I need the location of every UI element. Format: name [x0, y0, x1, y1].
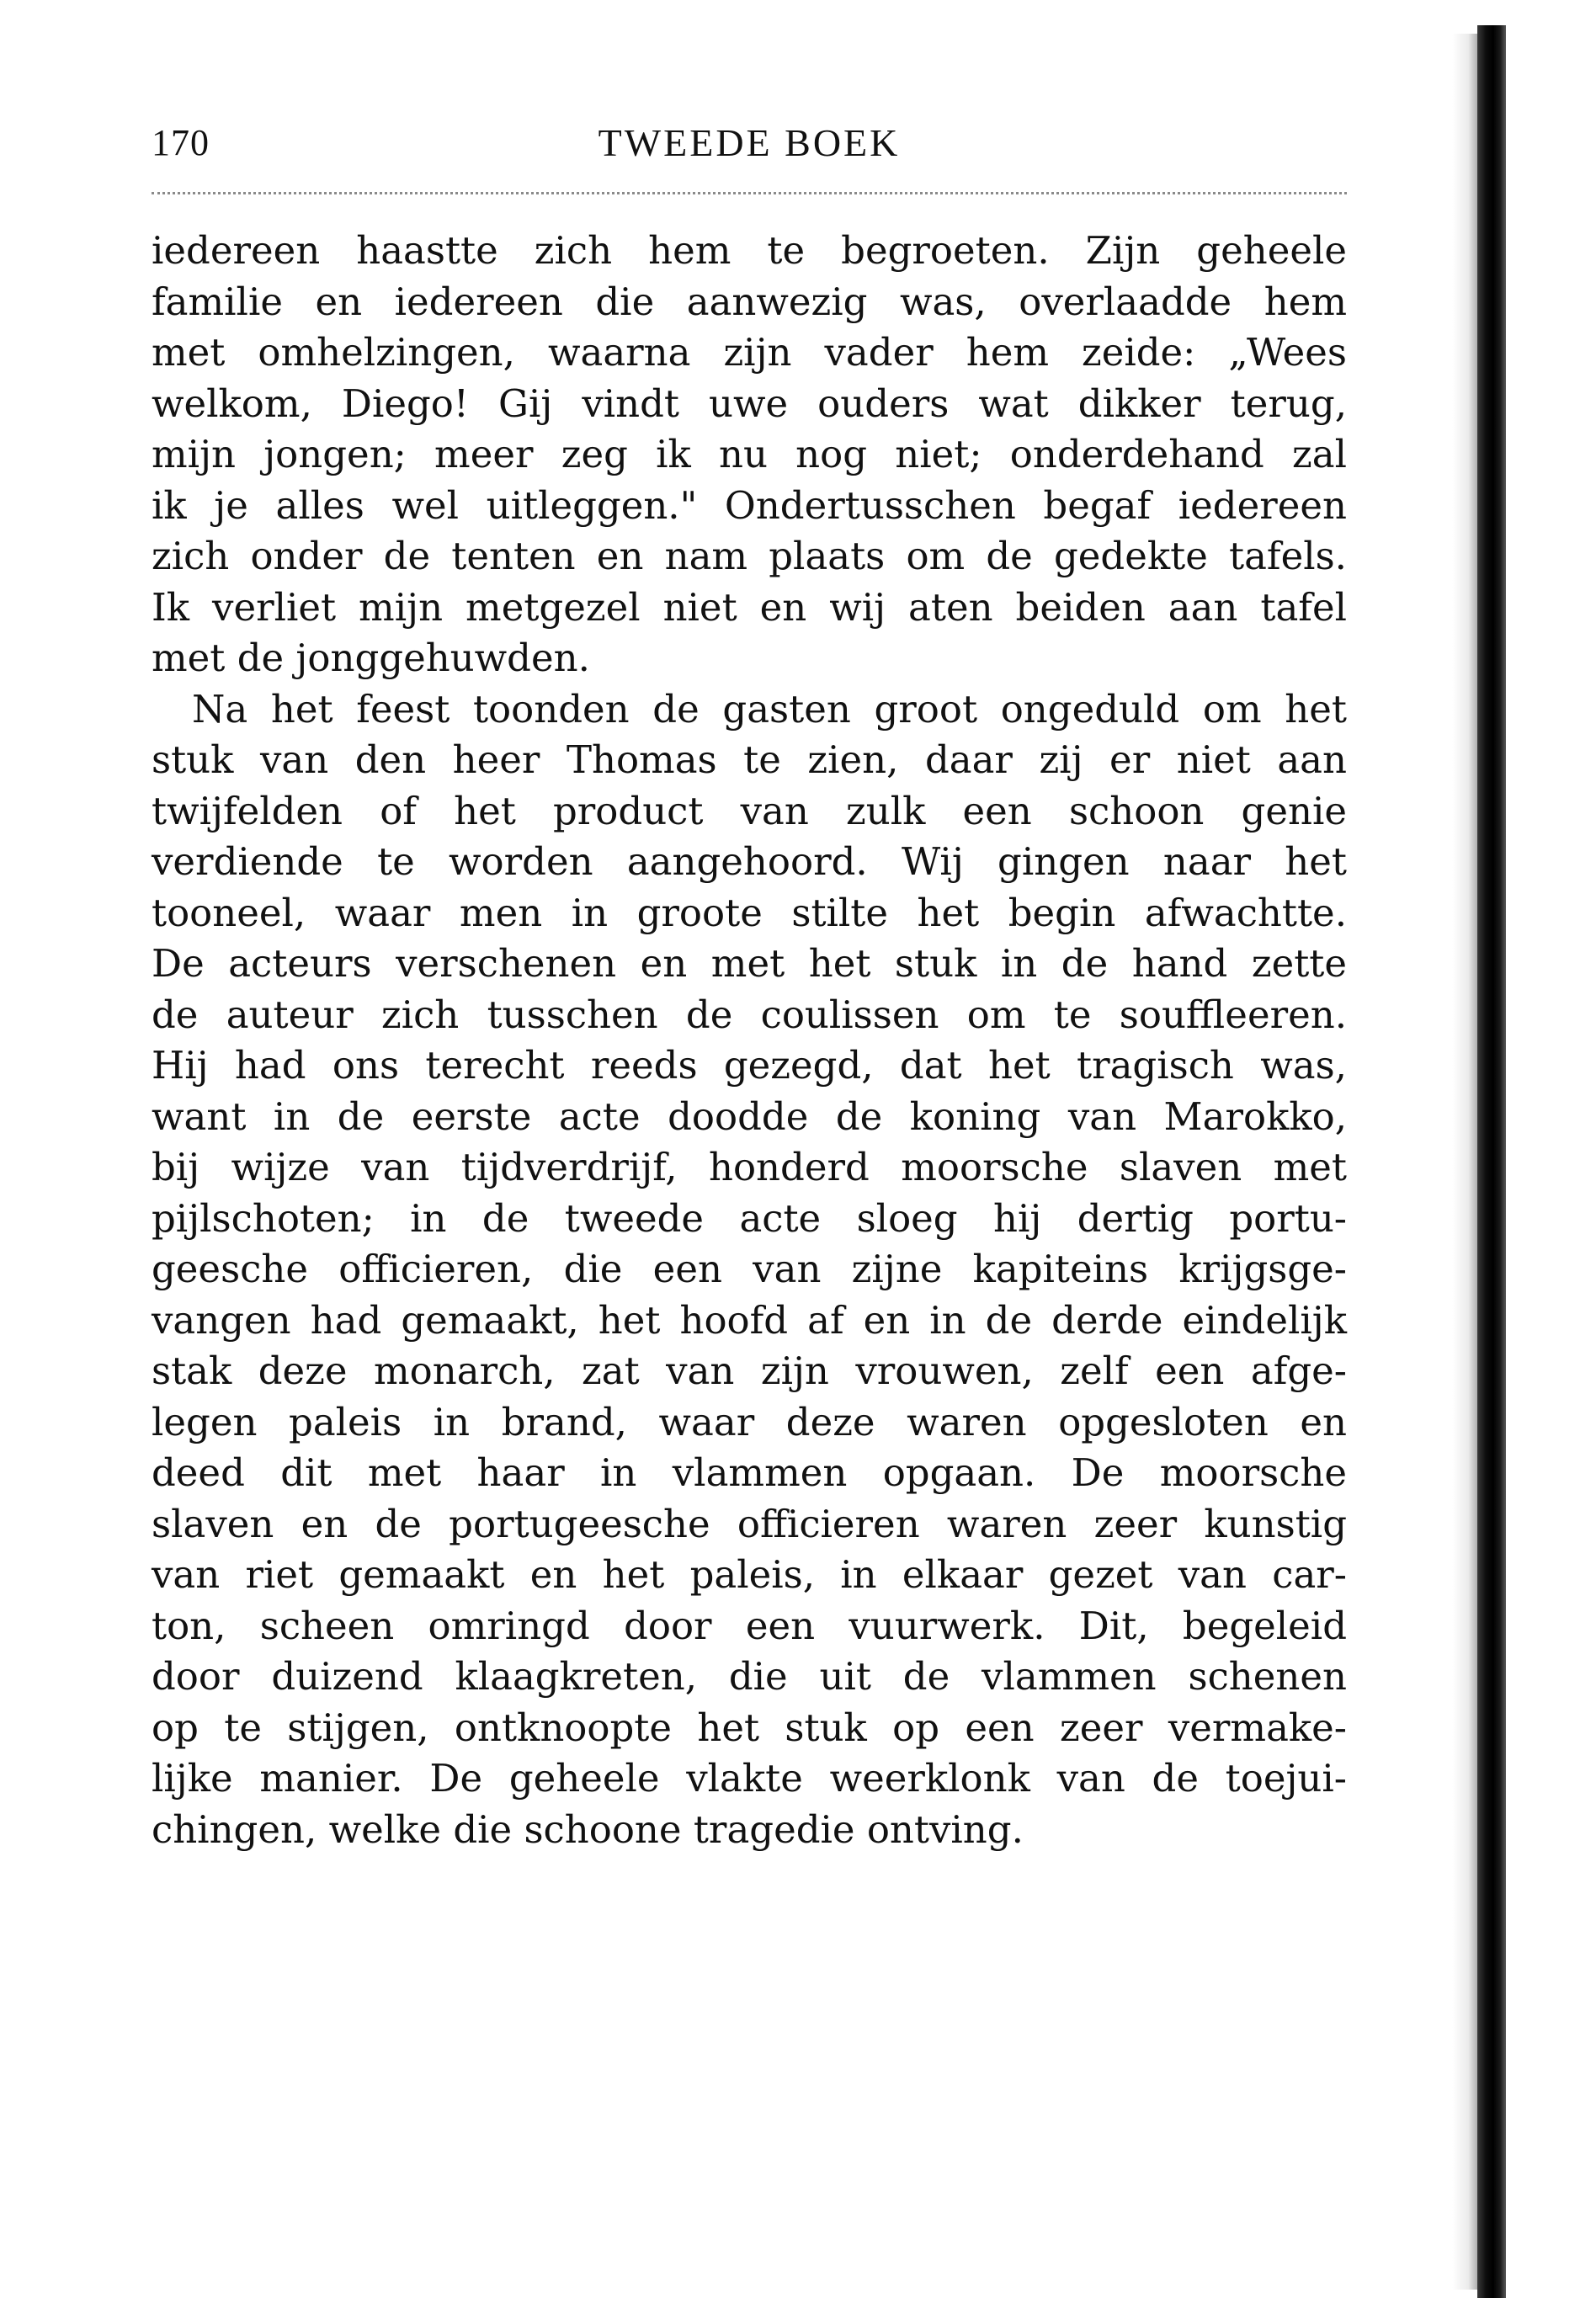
- text-line: zich onder de tenten en nam plaats om de gedekte tafels.: [152, 534, 1347, 578]
- text-line: legen paleis in brand, waar deze waren opgesloten en: [152, 1399, 1347, 1444]
- text-line: van riet gemaakt en het paleis, in elkaar gezet van car-: [152, 1552, 1347, 1597]
- text-line: iedereen haastte zich hem te begroeten. Zijn geheele: [152, 228, 1347, 273]
- text-line: lijke manier. De geheele vlakte weerklonk van de toejui-: [152, 1756, 1347, 1801]
- page-number: 170: [152, 122, 210, 163]
- page-header: [152, 118, 1347, 168]
- body-text: [152, 226, 1347, 1855]
- text-line: bij wijze van tijdverdrijf, honderd moorsche slaven met: [152, 1145, 1347, 1189]
- text-line: Ik verliet mijn metgezel niet en wij aten beiden aan tafel: [152, 584, 1347, 630]
- text-line: vangen had gemaakt, het hoofd af en in de derde eindelijk: [152, 1297, 1347, 1343]
- text-line: tooneel, waar men in groote stilte het begin afwachtte.: [152, 890, 1347, 935]
- text-line: verdiende te worden aangehoord. Wij gingen naar het: [152, 839, 1347, 884]
- text-line: familie en iedereen die aanwezig was, overlaadde hem: [152, 279, 1347, 324]
- text-line: met omhelzingen, waarna zijn vader hem zeide: „Wees: [152, 330, 1347, 375]
- text-line: Na het feest toonden de gasten groot ongeduld om het: [192, 686, 1347, 731]
- text-line: door duizend klaagkreten, die uit de vlammen schenen: [152, 1654, 1347, 1699]
- paragraph: [152, 684, 1347, 1856]
- text-line: met de jonggehuwden.: [152, 636, 590, 680]
- text-line: welkom, Diego! Gij vindt uwe ouders wat dikker terug,: [152, 380, 1347, 426]
- text-line: deed dit met haar in vlammen opgaan. De moorsche: [152, 1450, 1347, 1495]
- text-line: pijlschoten; in de tweede acte sloeg hij dertig portu-: [152, 1195, 1347, 1241]
- text-line: ton, scheen omringd door een vuurwerk. Dit, begeleid: [152, 1603, 1347, 1648]
- text-line: De acteurs verschenen en met het stuk in de hand zette: [152, 941, 1347, 986]
- text-line: geesche officieren, die een van zijne kapiteins krijgsge-: [152, 1247, 1347, 1291]
- binding-edge: [1477, 25, 1506, 2298]
- text-line: op te stijgen, ontknoopte het stuk op een zeer vermake-: [152, 1705, 1347, 1750]
- text-line: mijn jongen; meer zeg ik nu nog niet; onderdehand zal: [152, 432, 1347, 476]
- running-head: TWEEDE BOEK: [598, 121, 901, 164]
- text-line: stak deze monarch, zat van zijn vrouwen, zelf een afge-: [152, 1349, 1347, 1393]
- text-line: slaven en de portugeesche officieren waren zeer kunstig: [152, 1501, 1347, 1546]
- paragraph: [152, 226, 1347, 684]
- text-line: stuk van den heer Thomas te zien, daar zij er niet aan: [152, 737, 1347, 782]
- text-line: want in de eerste acte doodde de koning van Marokko,: [152, 1093, 1347, 1139]
- text-line: ik je alles wel uitleggen." Ondertusschen begaf iedereen: [152, 482, 1347, 528]
- gutter-shadow: [1452, 34, 1479, 2290]
- header-dotted-rule: [152, 192, 1347, 194]
- text-line: chingen, welke die schoone tragedie ontving.: [152, 1806, 1024, 1852]
- text-line: twijfelden of het product van zulk een schoon genie: [152, 788, 1347, 833]
- text-line: de auteur zich tusschen de coulissen om te souffleeren.: [152, 992, 1347, 1037]
- text-line: Hij had ons terecht reeds gezegd, dat het tragisch was,: [152, 1043, 1347, 1088]
